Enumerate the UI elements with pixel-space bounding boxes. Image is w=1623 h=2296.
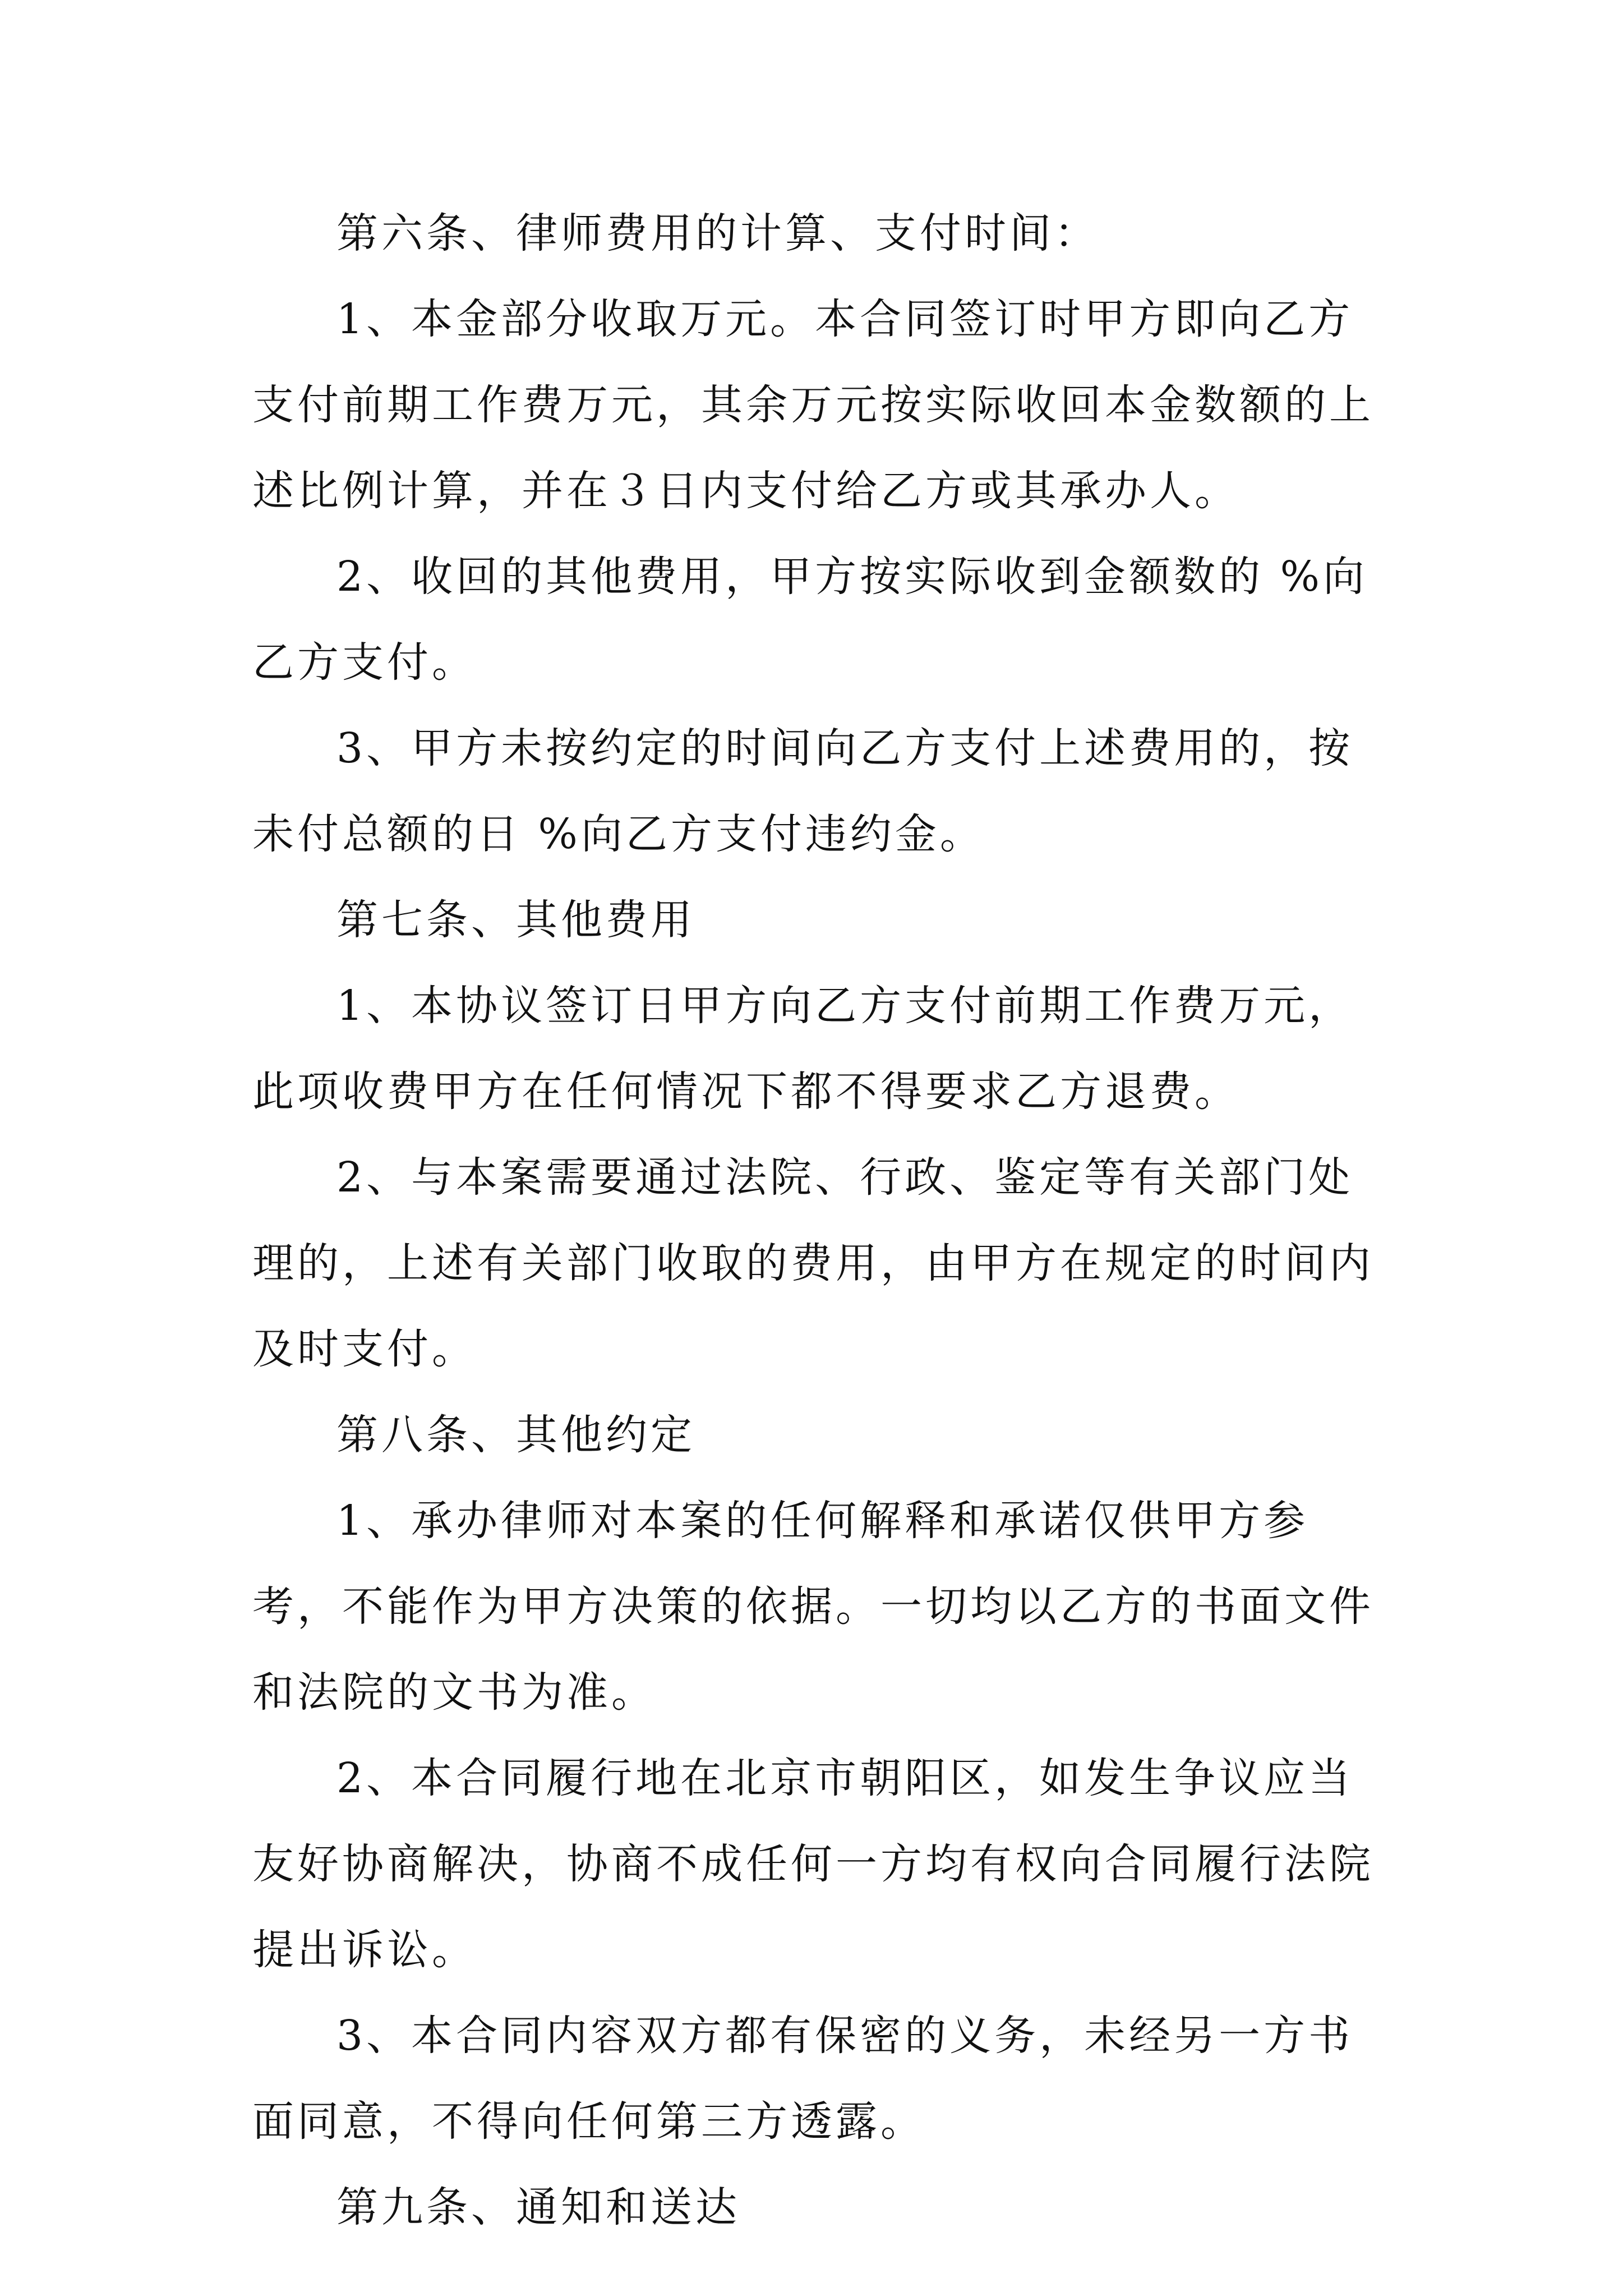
article-7-clause-1: 1、本协议签订日甲方向乙方支付前期工作费万元，此项收费甲方在任何情况下都不得要求乙方退费。 bbox=[252, 982, 1354, 1116]
article-6-clause-2: 2、收回的其他费用，甲方按实际收到金额数的 %向乙方支付。 bbox=[252, 553, 1368, 687]
article-6-clause-1: 1、本金部分收取万元。本合同签订时甲方即向乙方支付前期工作费万元，其余万元按实际收回本金数额的上述比例计算，并在３日内支付给乙方或其承办人。 bbox=[252, 295, 1374, 515]
article-8-clause-1: 1、承办律师对本案的任何解释和承诺仅供甲方参考，不能作为甲方决策的依据。一切均以乙方的书面文件和法院的文书为准。 bbox=[252, 1497, 1374, 1717]
article-7-clause-2: 2、与本案需要通过法院、行政、鉴定等有关部门处理的，上述有关部门收取的费用，由甲方在规定的时间内及时支付。 bbox=[252, 1153, 1374, 1373]
document-body bbox=[252, 191, 1380, 2251]
article-8-clause-3: 3、本合同内容双方都有保密的义务，未经另一方书面同意，不得向任何第三方透露。 bbox=[252, 2012, 1354, 2146]
article-9-heading: 第九条、通知和送达 bbox=[336, 2183, 740, 2231]
article-6-clause-3: 3、甲方未按约定的时间向乙方支付上述费用的，按未付总额的日 %向乙方支付违约金。 bbox=[252, 724, 1354, 858]
article-6-heading: 第六条、律师费用的计算、支付时间： bbox=[336, 209, 1099, 257]
article-8-clause-2: 2、本合同履行地在北京市朝阳区，如发生争议应当友好协商解决，协商不成任何一方均有权向合同履行法院提出诉讼。 bbox=[252, 1754, 1374, 1974]
article-8-heading: 第八条、其他约定 bbox=[336, 1411, 695, 1459]
article-7-heading: 第七条、其他费用 bbox=[336, 896, 695, 944]
